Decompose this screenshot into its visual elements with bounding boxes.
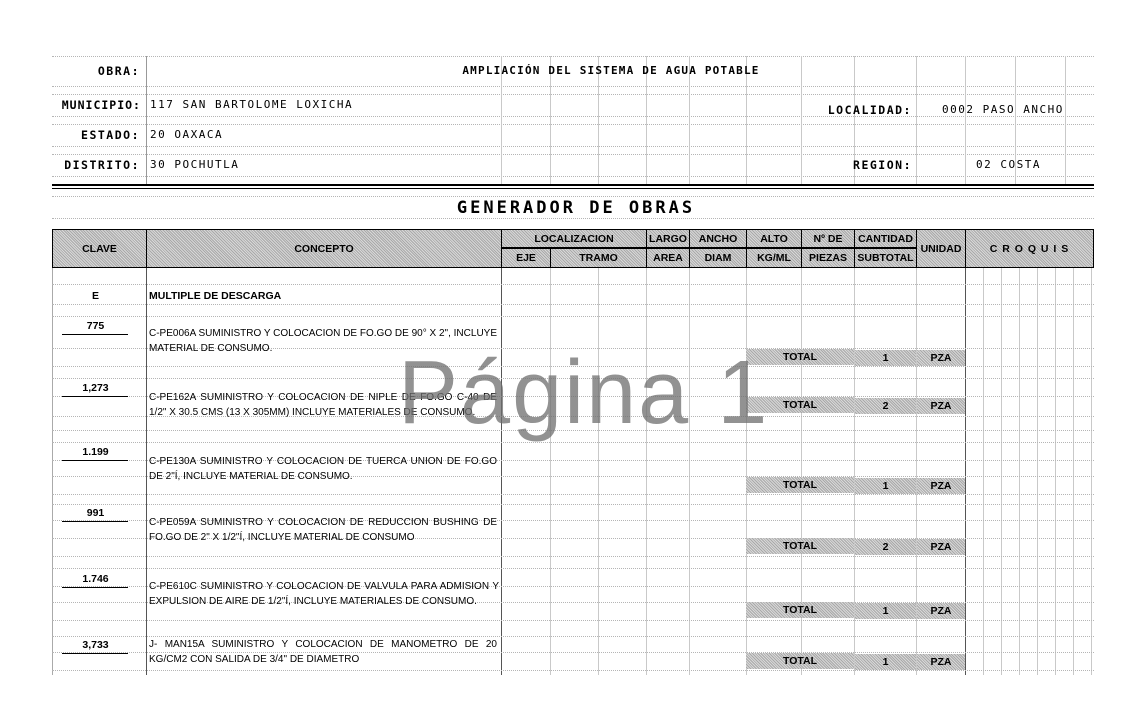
item-clave: 775 <box>86 320 105 332</box>
section-name: MULTIPLE DE DESCARGA <box>149 290 282 302</box>
distrito-value: 30 POCHUTLA <box>150 158 240 171</box>
clave-underline <box>62 653 128 654</box>
region-label: REGION: <box>853 158 912 172</box>
section-clave: E <box>91 290 99 302</box>
total-cantidad: 1 <box>855 654 916 670</box>
total-label: TOTAL <box>746 397 854 413</box>
total-cantidad: 1 <box>855 478 916 494</box>
total-label: TOTAL <box>746 602 854 618</box>
total-label: TOTAL <box>746 538 854 554</box>
col-croquis: C R O Q U I S <box>965 229 1094 268</box>
col-cantidad: CANTIDAD <box>854 229 917 248</box>
item-concepto: C-PE059A SUMINISTRO Y COLOCACION DE REDUCCION BUSHING DE FO.GO DE 2" X 1/2"Í, INCLUYE MATERIAL DE CONSUMO <box>149 517 497 543</box>
total-unidad: PZA <box>917 398 965 414</box>
localidad-label: LOCALIDAD: <box>827 103 912 117</box>
col-piezas: PIEZAS <box>801 248 855 268</box>
col-diam: DIAM <box>689 248 747 268</box>
clave-underline <box>62 460 128 461</box>
item-clave: 3,733 <box>82 639 109 651</box>
col-eje: EJE <box>501 248 551 268</box>
total-cantidad: 2 <box>855 539 916 555</box>
total-label: TOTAL <box>746 349 854 365</box>
page-watermark: Página 1 <box>398 343 770 443</box>
total-label: TOTAL <box>746 653 854 669</box>
clave-underline <box>62 587 128 588</box>
total-cantidad: 1 <box>855 603 916 619</box>
item-clave: 1.746 <box>82 573 109 585</box>
municipio-value: 117 SAN BARTOLOME LOXICHA <box>150 98 354 111</box>
col-area: AREA <box>646 248 690 268</box>
item-clave: 991 <box>86 507 105 519</box>
col-largo: LARGO <box>646 229 690 248</box>
item-concepto: C-PE130A SUMINISTRO Y COLOCACION DE TUERCA UNION DE FO.GO DE 2"Í, INCLUYE MATERIAL DE CONSUMO. <box>149 456 497 482</box>
total-cantidad: 1 <box>855 350 916 366</box>
col-unidad: UNIDAD <box>916 229 966 268</box>
header-separator <box>52 184 1094 186</box>
total-label: TOTAL <box>746 477 854 493</box>
distrito-label: DISTRITO: <box>64 158 140 172</box>
total-unidad: PZA <box>917 654 965 670</box>
item-concepto: C-PE006A SUMINISTRO Y COLOCACION DE FO.GO DE 90° X 2", INCLUYE MATERIAL DE CONSUMO. <box>149 328 497 354</box>
header-separator-2 <box>52 188 1094 189</box>
col-clave: CLAVE <box>52 229 147 268</box>
item-concepto: C-PE162A SUMINISTRO Y COLOCACION DE NIPLE DE FO.GO C-40 DE 1/2" X 30.5 CMS (13 X 305MM) INCLUYE MATERIALES DE CONSUMO. <box>149 392 497 418</box>
col-alto: ALTO <box>746 229 802 248</box>
col-no-de: Nº DE <box>801 229 855 248</box>
estado-label: ESTADO: <box>81 128 140 142</box>
col-subtotal: SUBTOTAL <box>854 248 917 268</box>
col-localizacion: LOCALIZACION <box>501 229 647 248</box>
item-clave: 1,273 <box>82 382 109 394</box>
total-unidad: PZA <box>917 603 965 619</box>
item-concepto: C-PE610C SUMINISTRO Y COLOCACION DE VALVULA PARA ADMISION Y EXPULSION DE AIRE DE 1/2"Í, INCLUYE MATERIALES DE CONSUMO. <box>149 581 499 607</box>
item-concepto: J- MAN15A SUMINISTRO Y COLOCACION DE MANOMETRO DE 20 KG/CM2 CON SALIDA DE 3/4" DE DIAMETRO <box>149 639 497 665</box>
estado-value: 20 OAXACA <box>150 128 224 141</box>
total-unidad: PZA <box>917 350 965 366</box>
page-title: GENERADOR DE OBRAS <box>456 198 696 218</box>
col-kgml: KG/ML <box>746 248 802 268</box>
total-unidad: PZA <box>917 478 965 494</box>
item-clave: 1.199 <box>82 446 109 458</box>
col-concepto: CONCEPTO <box>146 229 502 268</box>
clave-underline <box>62 396 128 397</box>
obra-label: OBRA: <box>97 64 140 78</box>
obra-value: AMPLIACIÓN DEL SISTEMA DE AGUA POTABLE <box>462 64 760 77</box>
col-tramo: TRAMO <box>550 248 647 268</box>
clave-underline <box>62 334 128 335</box>
localidad-value: 0002 PASO ANCHO <box>942 103 1064 116</box>
clave-underline <box>62 521 128 522</box>
municipio-label: MUNICIPIO: <box>61 98 141 112</box>
total-cantidad: 2 <box>855 398 916 414</box>
total-unidad: PZA <box>917 539 965 555</box>
col-ancho: ANCHO <box>689 229 747 248</box>
region-value: 02 COSTA <box>976 158 1041 171</box>
